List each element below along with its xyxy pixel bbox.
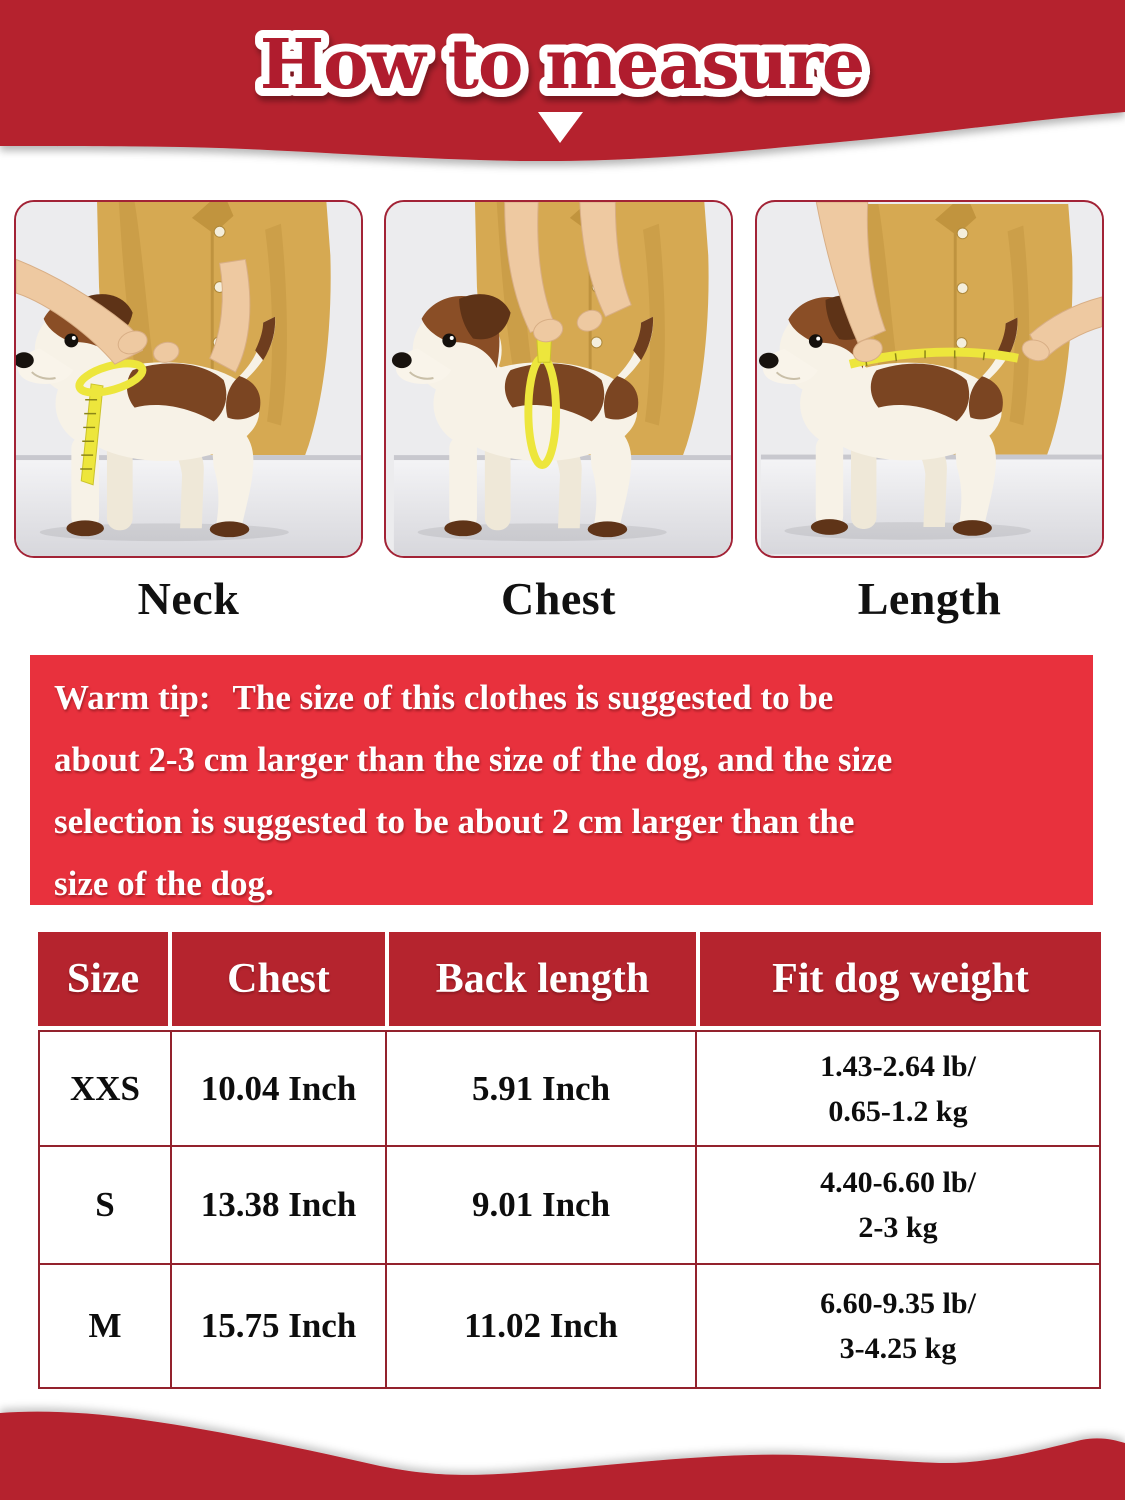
cell-s-weight bbox=[697, 1147, 1099, 1265]
col-header-back-length: Back length bbox=[389, 932, 700, 1026]
size-table bbox=[38, 932, 1101, 1389]
cell-xxs-weight bbox=[697, 1032, 1099, 1147]
footer-wave-shape bbox=[0, 1412, 1125, 1500]
photo-caption-length: Length bbox=[857, 573, 1002, 624]
col-header-fit-weight: Fit dog weight bbox=[700, 932, 1101, 1026]
warm-tip-line: selection is suggested to be about 2 cm larger than the bbox=[54, 802, 855, 841]
footer-wave bbox=[0, 1388, 1125, 1500]
col-header-chest: Chest bbox=[172, 932, 389, 1026]
measure-photo-length bbox=[755, 200, 1104, 558]
weight-lb: 4.40-6.60 lb/ bbox=[820, 1166, 976, 1199]
weight-lb: 1.43-2.64 lb/ bbox=[820, 1049, 976, 1083]
cell-m-weight bbox=[697, 1265, 1099, 1387]
page-title: How to measure bbox=[259, 25, 865, 105]
cell-s-chest: 13.38 Inch bbox=[172, 1147, 387, 1265]
warm-tip-line bbox=[54, 667, 1073, 729]
cell-s-back: 9.01 Inch bbox=[387, 1147, 697, 1265]
measure-photo-neck bbox=[14, 200, 363, 558]
cell-m-back: 11.02 Inch bbox=[387, 1265, 697, 1387]
photo-caption-neck: Neck bbox=[137, 573, 240, 624]
cell-s-size: S bbox=[40, 1147, 172, 1265]
cell-xxs-size: XXS bbox=[40, 1032, 172, 1147]
warm-tip-line: size of the dog. bbox=[54, 864, 274, 903]
cell-m-chest: 15.75 Inch bbox=[172, 1265, 387, 1387]
photo-caption-chest: Chest bbox=[501, 573, 616, 624]
cell-m-size: M bbox=[40, 1265, 172, 1387]
weight-lb: 6.60-9.35 lb/ bbox=[820, 1287, 976, 1320]
cell-xxs-chest: 10.04 Inch bbox=[172, 1032, 387, 1147]
size-table-body bbox=[38, 1030, 1101, 1389]
col-header-size: Size bbox=[38, 932, 172, 1026]
weight-kg: 2-3 kg bbox=[858, 1211, 938, 1244]
weight-kg: 0.65-1.2 kg bbox=[828, 1094, 968, 1128]
warm-tip-box bbox=[30, 655, 1093, 905]
header-banner bbox=[0, 0, 1125, 200]
cell-xxs-back: 5.91 Inch bbox=[387, 1032, 697, 1147]
warm-tip-line: about 2-3 cm larger than the size of the dog, and the size bbox=[54, 740, 893, 779]
warm-tip-label: Warm tip: bbox=[54, 678, 211, 717]
warm-tip-text: The size of this clothes is suggested to be bbox=[232, 678, 834, 717]
size-table-header-row bbox=[38, 932, 1101, 1026]
measure-photo-chest bbox=[384, 200, 733, 558]
weight-kg: 3-4.25 kg bbox=[839, 1332, 957, 1365]
